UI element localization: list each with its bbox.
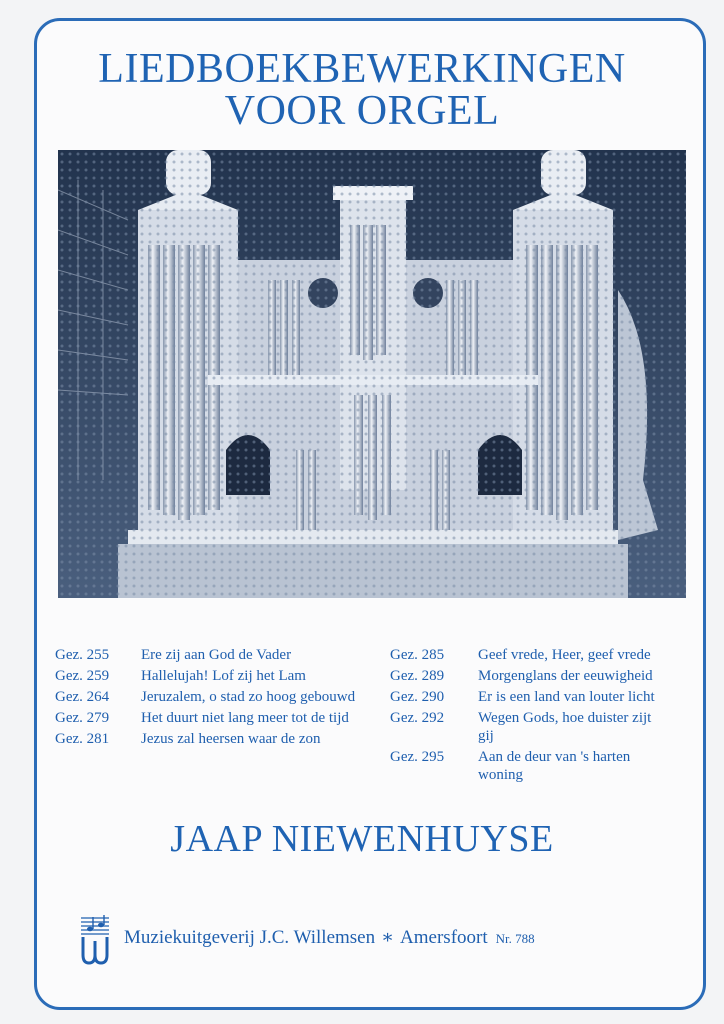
list-item: [390, 688, 710, 706]
song-number: Gez. 289: [390, 668, 445, 684]
song-title: Jeruzalem, o stad zo hoog gebouwd: [141, 689, 356, 705]
organ-photo: [58, 150, 686, 598]
song-number: Gez. 295: [390, 749, 445, 765]
publisher-city: Amersfoort: [400, 927, 488, 948]
song-title: Geef vrede, Heer, geef vrede: [478, 647, 651, 663]
list-item: [390, 667, 710, 685]
publisher-line: [124, 926, 535, 949]
cover-title-line1: LIEDBOEKBEWERKINGEN: [98, 46, 626, 92]
song-title: Hallelujah! Lof zij het Lam: [141, 668, 306, 684]
willemsen-music-logo-icon: [80, 915, 110, 965]
song-number: Gez. 290: [390, 689, 445, 705]
list-item: [55, 709, 385, 727]
list-item: [55, 730, 385, 748]
song-title: Wegen Gods, hoe duister zijt gij: [478, 710, 652, 744]
list-item: [390, 748, 710, 784]
list-item: [390, 646, 710, 664]
catalog-number: Nr. 788: [495, 931, 535, 946]
song-title: Er is een land van louter licht: [478, 689, 655, 705]
song-number: Gez. 281: [55, 731, 110, 747]
song-number: Gez. 279: [55, 710, 110, 726]
publisher-separator: ∗: [381, 927, 395, 948]
song-number: Gez. 285: [390, 647, 445, 663]
song-title: Ere zij aan God de Vader: [141, 647, 292, 663]
song-number: Gez. 259: [55, 668, 110, 684]
song-title: Jezus zal heersen waar de zon: [141, 731, 321, 747]
song-title: Het duurt niet lang meer tot de tijd: [141, 710, 349, 726]
cover-title-line2: VOOR ORGEL: [224, 88, 500, 134]
song-title: Aan de deur van 's harten woning: [478, 749, 631, 783]
song-number: Gez. 255: [55, 647, 110, 663]
song-list-right: [390, 646, 710, 787]
publisher-name: Muziekuitgeverij J.C. Willemsen: [124, 927, 376, 948]
organ-illustration: [58, 150, 686, 598]
song-number: Gez. 292: [390, 710, 445, 726]
song-title: Morgenglans der eeuwigheid: [478, 668, 653, 684]
list-item: [55, 667, 385, 685]
list-item: [55, 688, 385, 706]
song-number: Gez. 264: [55, 689, 110, 705]
composer-name: JAAP NIEWENHUYSE: [170, 818, 554, 860]
song-list-left: [55, 646, 385, 751]
list-item: [390, 709, 710, 745]
list-item: [55, 646, 385, 664]
